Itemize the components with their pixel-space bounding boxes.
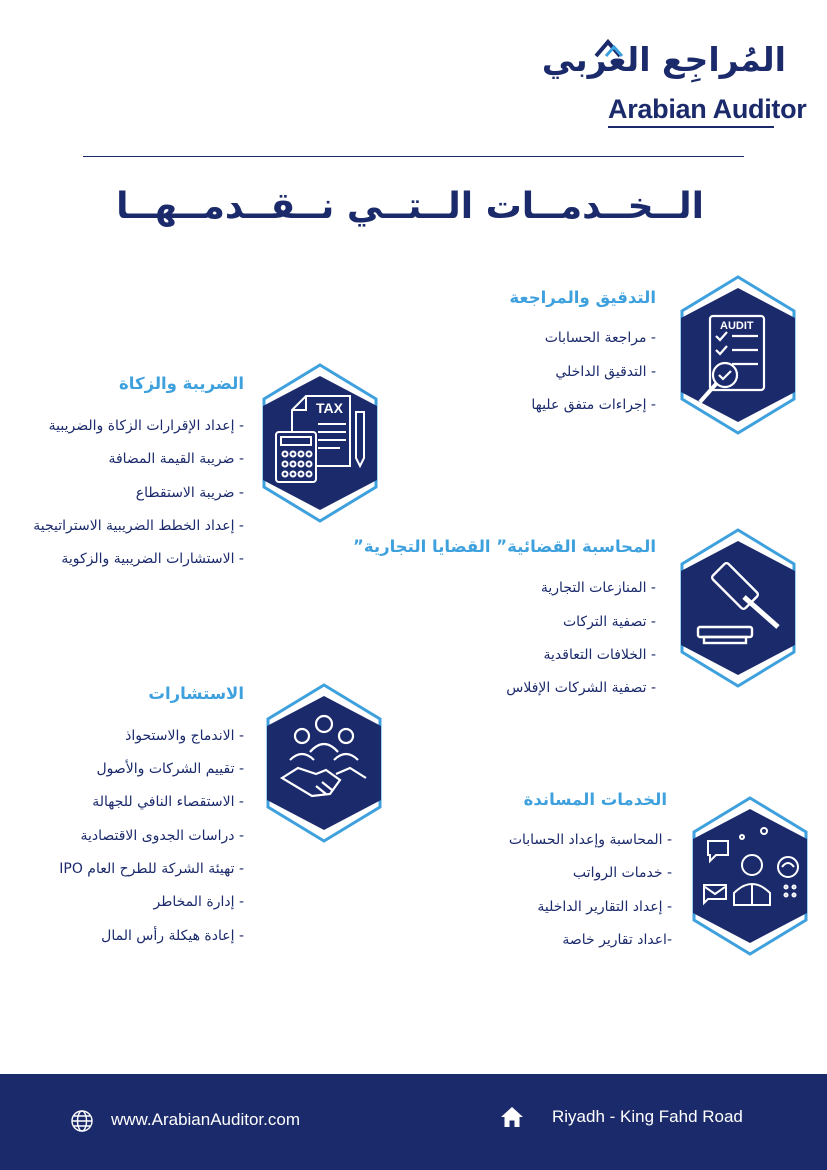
support-item: - المحاسبة وإعداد الحسابات xyxy=(508,832,672,848)
company-logo xyxy=(541,36,807,132)
audit-item: - مراجعة الحسابات xyxy=(544,330,656,346)
tax-icon-label: TAX xyxy=(316,400,343,416)
tax-item: - إعداد الخطط الضريبية الاستراتيجية xyxy=(33,518,244,534)
website-link[interactable]: www.ArabianAuditor.com xyxy=(111,1110,300,1129)
logo-underline xyxy=(608,126,774,128)
logo-arabic-text: المُراجِع العربي xyxy=(541,40,786,79)
tax-item: - ضريبة الاستقطاع xyxy=(135,485,244,501)
tax-item: - ضريبة القيمة المضافة xyxy=(108,451,244,467)
support-section-title: الخدمات المساندة xyxy=(523,790,667,809)
home-icon xyxy=(500,1106,524,1128)
support-item: - إعداد التقارير الداخلية xyxy=(537,899,672,915)
audit-hexagon xyxy=(678,274,798,436)
support-item: -اعداد تقارير خاصة xyxy=(562,932,672,948)
forensic-section-title: المحاسبة القضائية” القضايا التجارية” xyxy=(353,537,656,556)
consulting-item: - الاندماج والاستحواذ xyxy=(125,728,244,744)
support-item: - خدمات الرواتب xyxy=(572,865,672,881)
audit-item: - التدقيق الداخلي xyxy=(555,364,656,380)
consulting-item: - دراسات الجدوى الاقتصادية xyxy=(80,828,244,844)
consulting-item: - إعادة هيكلة رأس المال xyxy=(101,928,244,944)
consulting-item: - الاستقصاء النافي للجهالة xyxy=(92,794,244,810)
forensic-item: - تصفية الشركات الإفلاس xyxy=(506,680,656,696)
page-title: الــخــدمــات الــتــي نــقــدمــهــا xyxy=(116,186,704,227)
support-hexagon xyxy=(690,795,810,957)
audit-section-title: التدقيق والمراجعة xyxy=(509,288,656,307)
consulting-item: - إدارة المخاطر xyxy=(153,894,244,910)
forensic-item: - تصفية التركات xyxy=(562,614,656,630)
tax-item: - إعداد الإقرارات الزكاة والضريبية xyxy=(48,418,244,434)
audit-item: - إجراءات متفق عليها xyxy=(531,397,656,413)
tax-hexagon xyxy=(260,362,380,524)
header-divider xyxy=(83,156,744,157)
consulting-item: - تهيئة الشركة للطرح العام IPO xyxy=(59,861,244,877)
consulting-hexagon xyxy=(264,682,384,844)
logo-english-text: Arabian Auditor xyxy=(608,94,807,124)
tax-section-title: الضريبة والزكاة xyxy=(119,374,244,393)
footer-bar xyxy=(0,1074,827,1170)
forensic-hexagon xyxy=(678,527,798,689)
forensic-item: - المنازعات التجارية xyxy=(540,580,656,596)
tax-item: - الاستشارات الضريبية والزكوية xyxy=(61,551,244,567)
office-address: Riyadh - King Fahd Road xyxy=(552,1107,743,1126)
consulting-section-title: الاستشارات xyxy=(148,684,244,703)
globe-icon xyxy=(70,1109,94,1133)
audit-icon-label: AUDIT xyxy=(720,320,754,332)
forensic-item: - الخلافات التعاقدية xyxy=(543,647,656,663)
consulting-item: - تقييم الشركات والأصول xyxy=(96,761,244,777)
